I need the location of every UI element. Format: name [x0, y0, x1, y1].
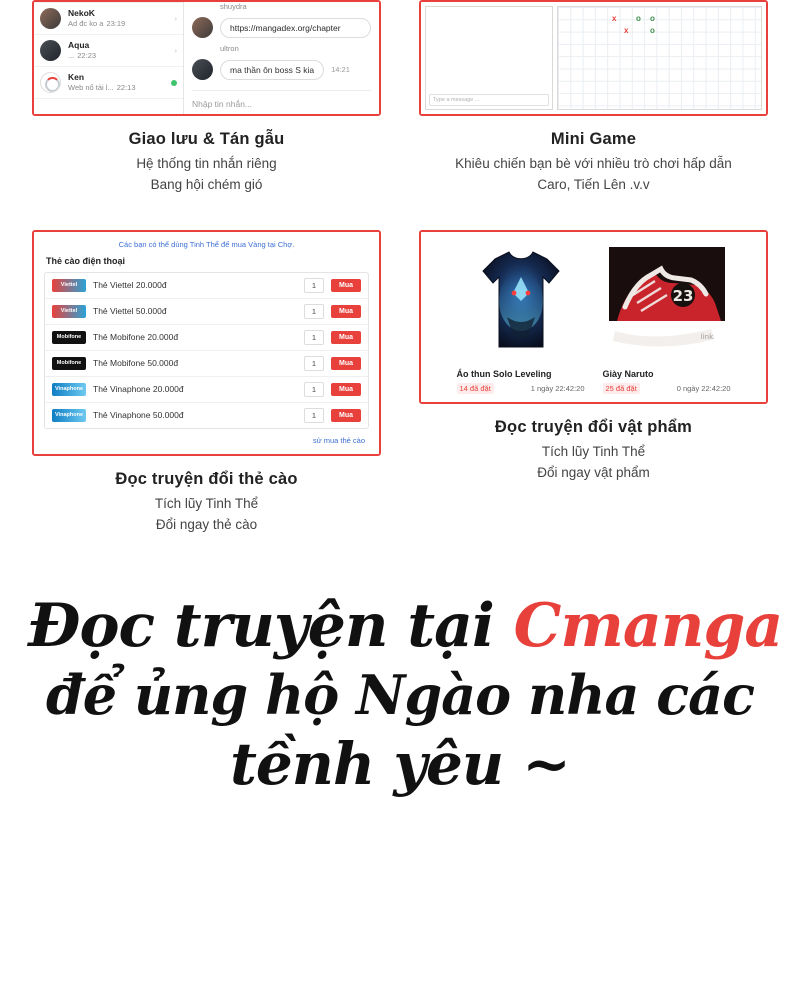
contact-preview: Ad đc ko a: [68, 18, 104, 28]
carrier-logo-viettel: Viettel: [52, 305, 86, 318]
quantity-stepper[interactable]: 1: [304, 278, 324, 293]
message-text[interactable]: https://mangadex.org/chapter: [220, 18, 371, 38]
carrier-logo-mobifone: Mobifone: [52, 331, 86, 344]
feature-subtitle: [155, 494, 258, 536]
hero-line-1-text: Đọc truyện tại: [28, 590, 514, 661]
brand-name: Cmanga: [513, 590, 783, 661]
card-name: Thẻ Mobifone 20.000đ: [93, 332, 179, 343]
feature-subtitle-line2: Caro, Tiến Lên .v.v: [537, 176, 650, 192]
avatar: [40, 72, 61, 93]
avatar: [40, 8, 61, 29]
table-row: [45, 273, 368, 299]
ordered-badge: 25 đã đặt: [603, 383, 640, 394]
ordered-badge: 14 đã đặt: [457, 383, 494, 394]
feature-cell-minigame: [419, 0, 768, 196]
board-piece-x: x: [624, 26, 629, 35]
minigame-screenshot: [419, 0, 768, 116]
shop-note: Các bạn có thể dùng Tinh Thể để mua Vàng tại Chợ.: [118, 239, 295, 249]
svg-text:23: 23: [672, 286, 693, 305]
game-chat-panel: [425, 6, 553, 110]
quantity-stepper[interactable]: 1: [304, 382, 324, 397]
time-remaining: 1 ngày 22:42:20: [530, 383, 585, 393]
board-piece-o: o: [650, 26, 655, 35]
feature-title: Giao lưu & Tán gẫu: [128, 130, 285, 148]
feature-subtitle-line2: Bang hội chém gió: [150, 176, 263, 192]
feature-subtitle: [455, 154, 732, 196]
message-input[interactable]: Nhập tin nhắn...: [192, 90, 371, 109]
contact-time: 22:13: [116, 82, 136, 92]
chat-contact-list[interactable]: [34, 2, 184, 114]
buy-button[interactable]: Mua: [331, 357, 361, 370]
card-name: Thẻ Viettel 50.000đ: [93, 306, 167, 317]
board-piece-x: x: [612, 14, 617, 23]
feature-subtitle: [537, 442, 650, 484]
game-chat-input[interactable]: Type a message ...: [429, 94, 549, 106]
product-name: Áo thun Solo Leveling: [456, 368, 552, 379]
online-status-dot: [171, 80, 177, 86]
contact-time: 23:19: [106, 18, 126, 28]
feature-subtitle-line1: Tích lũy Tinh Thể: [541, 443, 646, 459]
table-row: [45, 299, 368, 325]
feature-subtitle-line1: Tích lũy Tinh Thể: [154, 495, 259, 511]
message-sender: ultron: [220, 44, 239, 53]
message-sender: shuydra: [220, 2, 247, 11]
carrier-logo-viettel: Viettel: [52, 279, 86, 292]
buy-button[interactable]: Mua: [331, 331, 361, 344]
feature-subtitle-line2: Đổi ngay vật phẩm: [537, 464, 650, 480]
avatar: [192, 17, 213, 38]
carrier-logo-vinaphone: Vinaphone: [52, 409, 86, 422]
feature-subtitle-line2: Đổi ngay thẻ cào: [155, 516, 258, 532]
avatar: [192, 59, 213, 80]
product-card[interactable]: [603, 242, 731, 394]
feature-title: Đọc truyện đổi thẻ cào: [115, 469, 298, 488]
quantity-stepper[interactable]: 1: [304, 356, 324, 371]
time-remaining: 0 ngày 22:42:20: [676, 383, 731, 393]
hero-line-3: tềnh yêu ~: [230, 729, 570, 798]
product-image-tshirt: [457, 242, 585, 362]
contact-time: 22:23: [77, 50, 97, 60]
card-name: Thẻ Vinaphone 20.000đ: [93, 384, 184, 395]
avatar: [40, 40, 61, 61]
itemshop-screenshot: [419, 230, 768, 404]
product-image-sneaker: [603, 242, 731, 362]
message-text[interactable]: ma thần ôn boss S kia: [220, 60, 324, 80]
product-name: Giày Naruto: [602, 368, 654, 379]
message-row: [184, 53, 379, 86]
list-item[interactable]: [34, 2, 183, 35]
contact-name: Aqua: [68, 40, 90, 51]
chat-screenshot: [32, 0, 381, 116]
feature-subtitle-line1: Khiêu chiến bạn bè với nhiều trò chơi hấp dẫn: [455, 156, 732, 171]
feature-subtitle: [136, 154, 276, 196]
message-time: 14:21: [331, 65, 350, 74]
shop-heading: Thẻ cào điện thoại: [46, 255, 126, 266]
card-name: Thẻ Mobifone 50.000đ: [93, 358, 179, 369]
svg-text:link: link: [700, 332, 713, 341]
board-piece-o: o: [650, 14, 655, 23]
list-item[interactable]: [34, 35, 183, 67]
card-list: [44, 272, 369, 429]
quantity-stepper[interactable]: 1: [304, 330, 324, 345]
table-row: [45, 351, 368, 377]
contact-preview: Web nổ tài l...: [68, 82, 114, 92]
hero-line-2: để ủng hộ Ngào nha các: [45, 662, 755, 727]
buy-button[interactable]: Mua: [331, 305, 361, 318]
quantity-stepper[interactable]: 1: [304, 304, 324, 319]
feature-cell-cardshop: [32, 230, 381, 536]
feature-cell-itemshop: [419, 230, 768, 536]
message-row: [184, 11, 379, 44]
feature-title: Mini Game: [550, 130, 637, 148]
carrier-logo-mobifone: Mobifone: [52, 357, 86, 370]
table-row: [45, 377, 368, 403]
product-card[interactable]: [457, 242, 585, 394]
buy-button[interactable]: Mua: [331, 279, 361, 292]
cardshop-screenshot: [32, 230, 381, 456]
buy-button[interactable]: Mua: [331, 383, 361, 396]
list-item[interactable]: [34, 67, 183, 99]
table-row: [45, 403, 368, 428]
chevron-right-icon[interactable]: ›: [174, 46, 177, 55]
feature-title: Đọc truyện đổi vật phẩm: [494, 417, 693, 436]
caro-board[interactable]: [557, 6, 762, 110]
contact-name: Ken: [68, 72, 85, 83]
table-row: [45, 325, 368, 351]
buy-button[interactable]: Mua: [331, 409, 361, 422]
hero-line-1: [28, 590, 783, 663]
quantity-stepper[interactable]: 1: [304, 408, 324, 423]
chevron-right-icon[interactable]: ›: [174, 14, 177, 23]
carrier-logo-vinaphone: Vinaphone: [52, 383, 86, 396]
hero-message: [0, 590, 800, 800]
feature-cell-chat: [32, 0, 381, 196]
chat-conversation: [184, 2, 379, 114]
card-name: Thẻ Vinaphone 50.000đ: [93, 410, 184, 421]
contact-name: NekoK: [68, 8, 95, 19]
board-piece-o: o: [636, 14, 641, 23]
feature-subtitle-line1: Hệ thống tin nhắn riêng: [136, 156, 277, 171]
shop-history-link[interactable]: sử mua thẻ cào: [312, 435, 365, 445]
contact-preview: ...: [68, 50, 75, 60]
card-name: Thẻ Viettel 20.000đ: [93, 280, 167, 291]
